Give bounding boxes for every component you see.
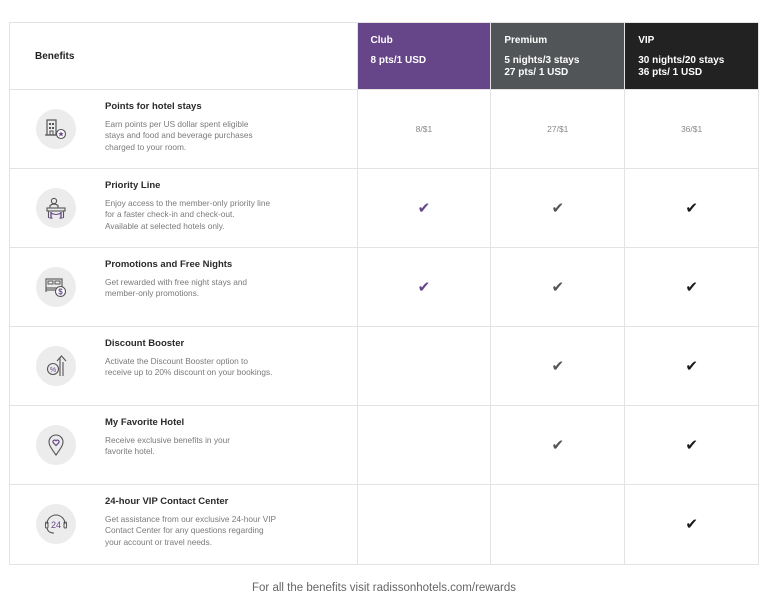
discount-booster-icon [36,346,76,386]
headset-24-icon [36,504,76,544]
tier-header-vip [625,23,758,89]
checkmark-icon: ✔ [551,199,565,217]
club-value-cell [358,406,492,484]
checkmark-icon: ✔ [685,357,698,375]
benefit-cell [10,90,358,168]
checkmark-icon: ✔ [551,278,565,296]
description-line: Available at selected hotels only. [105,220,225,231]
benefits-column-header: Benefits [10,23,358,89]
premium-value-cell [491,90,625,168]
earn-rate-value: 36/$1 [680,124,703,134]
table-row [10,169,758,248]
tier-header-premium [491,23,625,89]
tier-earn-rate: 36 pts/ 1 USD [638,67,703,78]
description-line: member-only promotions. [105,288,200,299]
benefit-cell [10,327,358,405]
benefit-title: Discount Booster [105,338,185,349]
benefit-description [105,435,335,458]
svg-text:%: % [49,367,57,374]
benefit-title: My Favorite Hotel [105,417,185,428]
benefit-title: Priority Line [105,180,161,191]
description-line: stays and food and beverage purchases [105,130,253,141]
club-value-cell [358,327,492,405]
club-value-cell [358,485,492,564]
tier-requirement: 8 pts/1 USD [370,55,427,66]
vip-value-cell [625,90,758,168]
table-row [10,248,758,327]
table-row [10,327,758,406]
benefit-cell [10,248,358,326]
vip-value-cell [625,406,758,484]
premium-value-cell [491,406,625,484]
footer-note: For all the benefits visit radissonhotels.com/rewards [252,582,516,594]
description-line: Receive exclusive benefits in your [105,435,230,445]
bed-dollar-icon [36,267,76,307]
description-line: Activate the Discount Booster option to [105,356,248,366]
tier-name: Club [370,35,393,46]
premium-value-cell [491,169,625,247]
vip-value-cell [625,169,758,247]
table-row [10,90,758,169]
description-line: Get rewarded with free night stays and [105,277,248,287]
vip-value-cell [625,485,758,564]
checkmark-icon: ✔ [685,199,698,217]
benefit-description [105,514,335,548]
benefit-description [105,198,335,232]
benefit-description [105,277,335,300]
checkmark-icon: ✔ [685,436,698,454]
table-header-row [10,23,758,90]
benefit-description [105,119,335,153]
benefits-comparison-table [9,22,759,565]
tier-name: VIP [638,35,655,46]
location-heart-icon [36,425,76,465]
club-value-cell [358,169,492,247]
checkmark-icon: ✔ [417,278,431,296]
tier-header-club [358,23,492,89]
description-line: your account or travel needs. [105,536,212,547]
hotel-star-icon [36,109,76,149]
premium-value-cell [491,327,625,405]
description-line: Contact Center for any questions regarding [105,525,264,536]
benefit-title: Points for hotel stays [105,101,202,112]
club-value-cell [358,248,492,326]
table-row [10,485,758,564]
club-value-cell [358,90,492,168]
checkmark-icon: ✔ [685,516,698,533]
table-row [10,406,758,485]
benefit-description [105,356,335,379]
tier-earn-rate: 27 pts/ 1 USD [504,67,569,78]
checkmark-icon: ✔ [551,357,565,375]
description-line: charged to your room. [105,141,187,152]
checkmark-icon: ✔ [417,199,431,217]
description-line: Get assistance from our exclusive 24-hour VIP [105,514,277,524]
svg-text:$: $ [58,287,63,297]
tier-requirement: 30 nights/20 stays [638,55,725,66]
vip-value-cell [625,327,758,405]
tier-requirement: 5 nights/3 stays [504,55,580,66]
benefit-cell [10,169,358,247]
benefit-cell [10,485,358,564]
description-line: receive up to 20% discount on your bookings. [105,367,273,378]
checkmark-icon: ✔ [551,436,565,454]
premium-value-cell [491,248,625,326]
earn-rate-value: 27/$1 [547,124,569,134]
description-line: favorite hotel. [105,446,155,457]
reception-desk-icon [36,188,76,228]
earn-rate-value: 8/$1 [415,124,433,134]
premium-value-cell [491,485,625,564]
benefit-title: Promotions and Free Nights [105,259,233,270]
checkmark-icon: ✔ [685,278,698,296]
description-line: Earn points per US dollar spent eligible [105,119,249,129]
tier-name: Premium [504,35,548,46]
description-line: for a faster check-in and check-out. [105,209,235,220]
benefit-title: 24-hour VIP Contact Center [105,496,229,507]
description-line: Enjoy access to the member-only priority line [105,198,271,208]
benefit-cell [10,406,358,484]
svg-text:24: 24 [50,520,62,530]
vip-value-cell [625,248,758,326]
